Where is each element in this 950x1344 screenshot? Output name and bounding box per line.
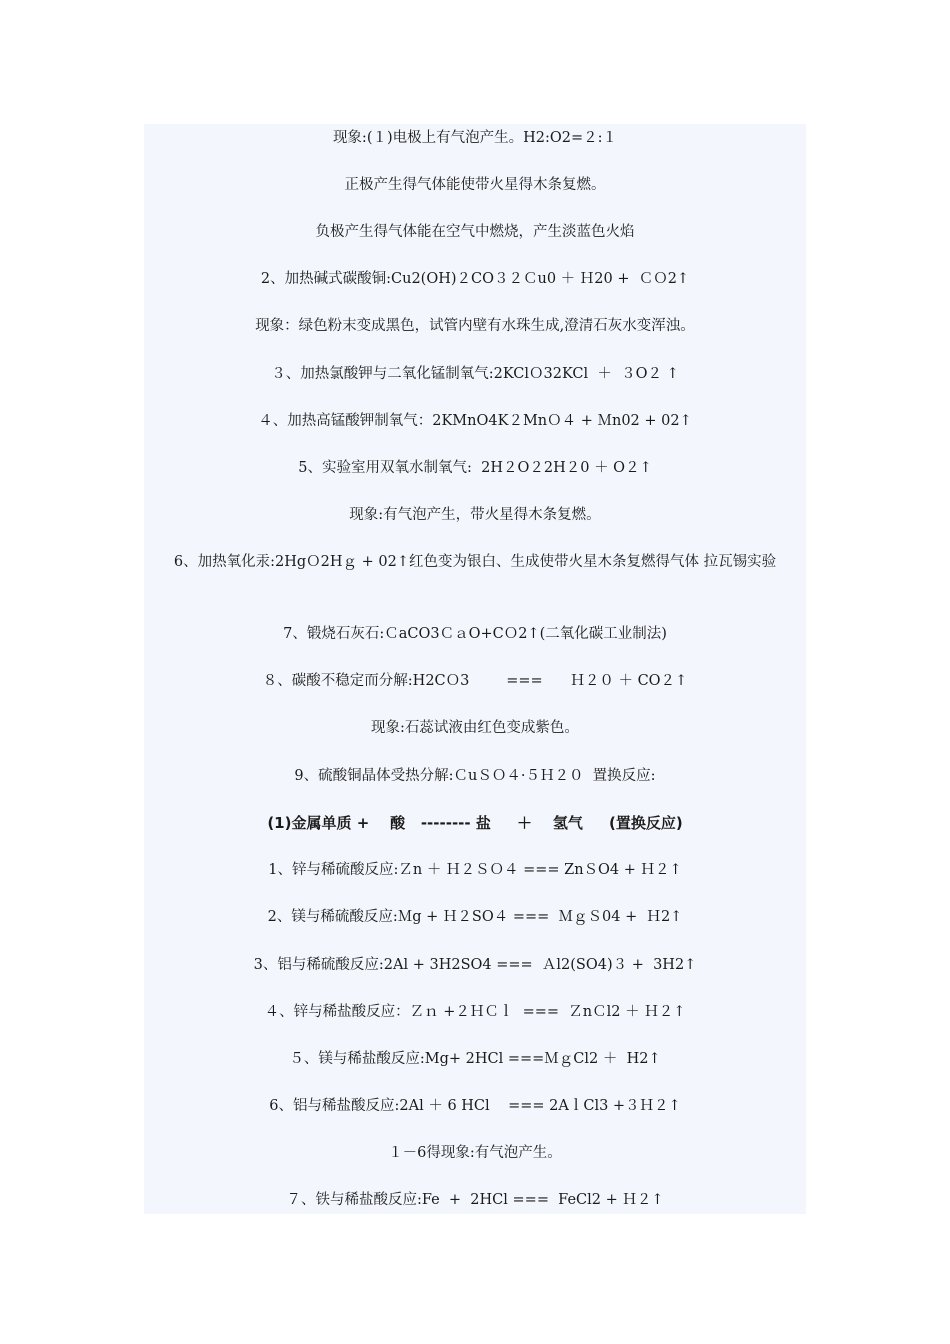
text-line-8: 5、实验室用双氧水制氧气: 2H２O２2H２0 ＋ O２↑ (298, 460, 652, 476)
text-line-20: ５、镁与稀盐酸反应:Mg+ 2HCl ===ＭｇCl2 ＋ H2↑ (289, 1051, 661, 1067)
text-line-10: 6、加热氧化汞:2HgＯ2Hｇ + 02↑红色变为银白、生成使带火星木条复燃得气体 拉瓦锡实验 (173, 554, 777, 570)
section-heading: (1)金属单质 + 酸 -------- 盐 ＋ 氢气 (置换反应) (267, 814, 683, 832)
text-line-3: 负极产生得气体能在空气中燃烧，产生淡蓝色火焰 (315, 224, 635, 240)
text-line-7: ４、加热高锰酸钾制氧气：2KMnO4K２MnＯ４ + Ｍn02 + 02↑ (258, 413, 692, 429)
text-line-14: 9、硫酸铜晶体受热分解:ＣuＳＯ４·５Ｈ２０ 置换反应: (294, 768, 656, 784)
document-panel (144, 124, 806, 1214)
text-line-13: 现象:石蕊试液由红色变成紫色。 (371, 720, 579, 736)
text-line-1: 现象:(１)电极上有气泡产生。H2:O2=２:１ (332, 130, 618, 146)
text-line-18: 3、铝与稀硫酸反应:2Al + 3H2SO4 === Ａl2(SO4)３ + 3H2↑ (253, 957, 697, 973)
text-line-9: 现象:有气泡产生，带火星得木条复燃。 (349, 507, 601, 523)
text-line-2: 正极产生得气体能使带火星得木条复燃。 (344, 177, 606, 193)
text-line-4: 2、加热碱式碳酸铜:Cu2(OH)２CO３２Ｃu0 ＋ Ｈ20 + ＣＯ2↑ (260, 271, 690, 287)
text-line-16: 1、锌与稀硫酸反应:Ｚn ＋ Ｈ２ＳＯ４ === ZnＳO4 + Ｈ２↑ (268, 862, 682, 878)
text-line-17: 2、镁与稀硫酸反应:Ｍg + Ｈ２SO４ === ＭｇＳ04 + Ｈ2↑ (267, 909, 683, 925)
text-line-21: 6、铝与稀盐酸反应:2Al ＋ 6 HCl === 2AｌCl3 +３Ｈ２↑ (269, 1098, 681, 1114)
text-line-23: ７、铁与稀盐酸反应:Fe + 2HCl === FeCl2 + Ｈ２↑ (286, 1192, 664, 1208)
text-line-5: 现象：绿色粉末变成黑色，试管内壁有水珠生成,澄清石灰水变浑浊。 (255, 318, 695, 334)
text-line-12: ８、碳酸不稳定而分解:H2CＯ3 === Ｈ２０ ＋ CO２↑ (262, 673, 688, 689)
text-line-22: １－6得现象:有气泡产生。 (388, 1145, 562, 1161)
text-line-19: ４、锌与稀盐酸反应：Ｚｎ +２ＨＣｌ === ＺnＣl2 ＋ Ｈ２↑ (264, 1004, 686, 1020)
text-line-11: 7、锻烧石灰石:ＣaCO3ＣａO+CＯ2↑(二氧化碳工业制法) (283, 626, 667, 642)
text-line-6: ３、加热氯酸钾与二氧化锰制氧气:2KClＯ32KCl ＋ ３O２ ↑ (271, 366, 679, 382)
